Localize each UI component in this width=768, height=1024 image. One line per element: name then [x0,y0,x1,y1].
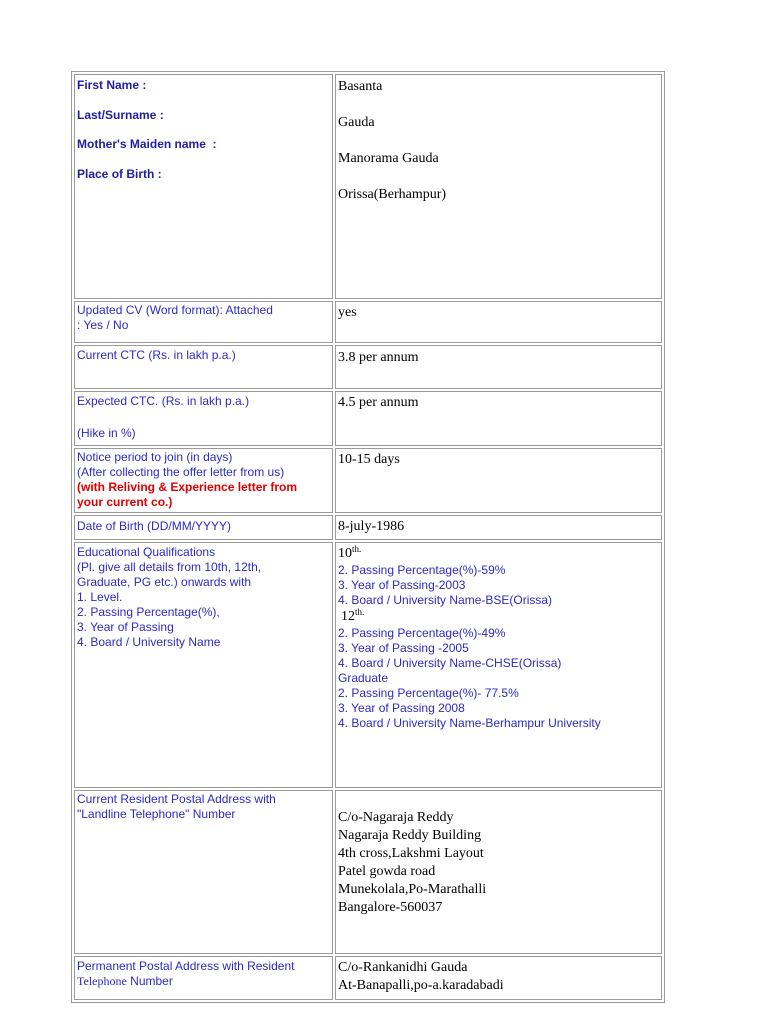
current-address-line: Nagaraja Reddy Building [338,828,482,843]
date-of-birth-label-cell [74,515,333,540]
telephone-label-word: Telephone [77,973,127,988]
updated-cv-label-line: Updated CV (Word format): Attached [77,303,273,317]
education-percentage: 2. Passing Percentage(%)-49% [338,625,506,640]
current-address-line: Patel gowda road [338,864,436,879]
education-level-text: 10 [338,545,352,561]
education-row [74,542,662,788]
education-label-line: 1. Level. [77,589,123,604]
education-level-text: 12 [341,608,355,624]
current-address-label-line: "Landline Telephone" Number [77,807,236,821]
current-ctc-value-cell [335,345,662,389]
last-name-value: Gauda [338,115,375,130]
date-of-birth-row [74,515,662,540]
education-label-line: 4. Board / University Name [77,634,221,649]
expected-ctc-value: 4.5 per annum [338,395,419,410]
current-address-value-cell [335,790,662,954]
permanent-address-label-cell [74,956,333,1000]
education-level-12th [338,608,659,626]
current-address-line: C/o-Nagaraja Reddy [338,810,454,825]
current-ctc-value: 3.8 per annum [338,350,419,365]
notice-period-label-line: (After collecting the offer letter from us) [77,465,285,479]
current-address-line: Bangalore-560037 [338,900,443,915]
updated-cv-label-cell [74,301,333,343]
notice-period-value: 10-15 days [338,452,400,467]
expected-ctc-label: Expected CTC. (Rs. in lakh p.a.) [77,393,250,408]
notice-period-note-line: (with Reliving & Experience letter from [77,480,298,494]
mothers-maiden-name-value: Manorama Gauda [338,151,439,166]
permanent-address-line: At-Banapalli,po-a.karadabadi [338,978,504,993]
education-level-10th [338,545,659,563]
mothers-maiden-name-label: Mother's Maiden name : [77,137,217,151]
permanent-address-label-line: Permanent Postal Address with Resident [77,958,295,973]
place-of-birth-value: Orissa(Berhampur) [338,187,447,202]
current-address-label-cell [74,790,333,954]
expected-ctc-label-cell [74,391,333,446]
permanent-address-line: C/o-Rankanidhi Gauda [338,960,468,975]
candidate-details-form-table [71,71,665,1003]
education-label-line: Graduate, PG etc.) onwards with [77,574,252,589]
education-board: 4. Board / University Name-Berhampur University [338,715,601,730]
expected-ctc-value-cell [335,391,662,446]
education-label-line: 2. Passing Percentage(%), [77,604,220,619]
last-name-label: Last/Surname : [77,107,164,122]
current-address-line: 4th cross,Lakshmi Layout [338,846,484,861]
permanent-address-row [74,956,662,1000]
current-address-line: Munekolala,Po-Marathalli [338,882,487,897]
permanent-address-value-cell [335,956,662,1000]
updated-cv-value: yes [338,305,357,320]
date-of-birth-label: Date of Birth (DD/MM/YYYY) [77,518,232,533]
education-level-suffix: th. [355,606,365,617]
personal-details-row [74,74,662,299]
updated-cv-value-cell [335,301,662,343]
date-of-birth-value-cell [335,515,662,540]
education-percentage: 2. Passing Percentage(%)-59% [338,562,506,577]
education-year: 3. Year of Passing-2003 [338,577,466,592]
current-ctc-row [74,345,662,389]
expected-ctc-row [74,391,662,446]
notice-period-label-line: Notice period to join (in days) [77,450,233,464]
education-percentage: 2. Passing Percentage(%)- 77.5% [338,685,519,700]
first-name-value: Basanta [338,79,383,94]
date-of-birth-value: 8-july-1986 [338,519,405,534]
education-board: 4. Board / University Name-CHSE(Orissa) [338,655,562,670]
education-level-graduate: Graduate [338,670,389,685]
education-year: 3. Year of Passing -2005 [338,640,469,655]
hike-percent-label: (Hike in %) [77,425,136,440]
education-board: 4. Board / University Name-BSE(Orissa) [338,592,553,607]
number-label-word: Number [126,973,173,988]
updated-cv-row [74,301,662,343]
current-address-label-line: Current Resident Postal Address with [77,792,276,806]
education-label-line: (Pl. give all details from 10th, 12th, [77,559,262,574]
education-values-cell [335,542,662,788]
education-label-cell [74,542,333,788]
personal-details-labels-cell [74,74,333,299]
personal-details-values-cell [335,74,662,299]
first-name-label: First Name : [77,78,147,92]
permanent-address-label-line [77,974,330,989]
notice-period-row [74,448,662,513]
notice-period-note-line: your current co.) [77,495,173,509]
education-level-suffix: th. [352,543,362,554]
education-label-line: Educational Qualifications [77,544,216,559]
current-ctc-label: Current CTC (Rs. in lakh p.a.) [77,348,236,362]
notice-period-label-cell [74,448,333,513]
education-label-line: 3. Year of Passing [77,619,174,634]
education-year: 3. Year of Passing 2008 [338,700,465,715]
current-ctc-label-cell [74,345,333,389]
notice-period-value-cell [335,448,662,513]
current-address-row [74,790,662,954]
place-of-birth-label: Place of Birth : [77,166,162,181]
updated-cv-label-line: : Yes / No [77,318,129,332]
